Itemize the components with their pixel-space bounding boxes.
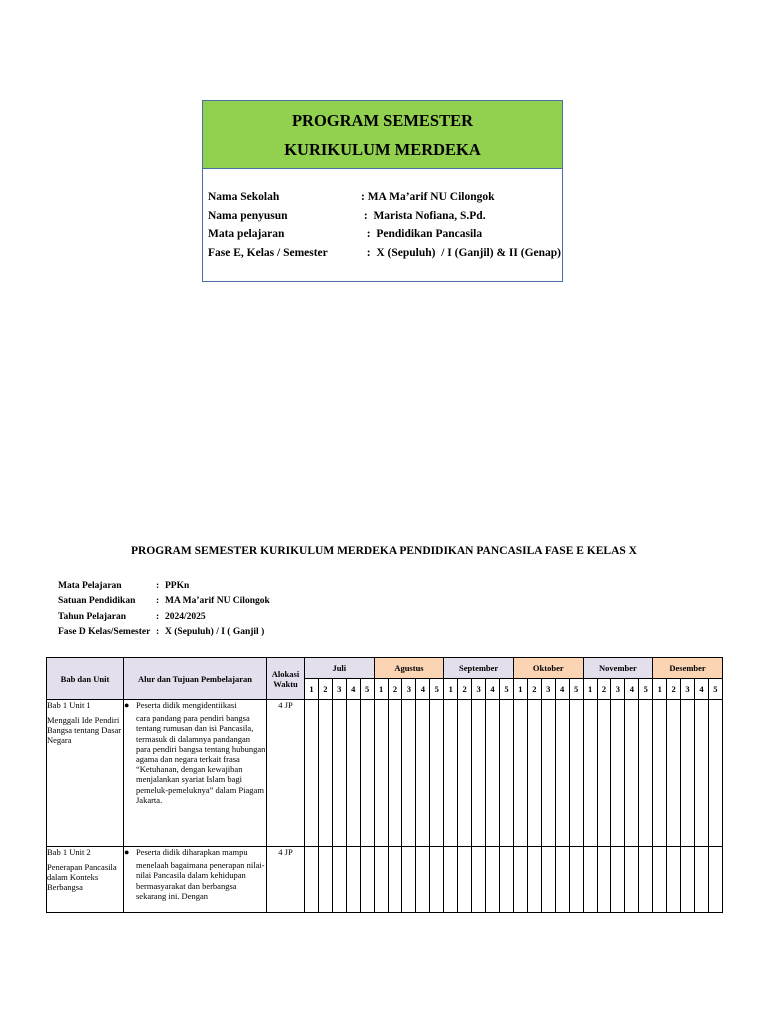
cover-value: : X (Sepuluh) / I (Ganjil) & II (Genap)	[361, 246, 561, 259]
week-cell	[305, 847, 319, 913]
week-cell	[332, 700, 346, 847]
header-row-months	[47, 658, 723, 679]
week-cell	[708, 847, 722, 913]
week-cell	[374, 700, 388, 847]
week-header: 5	[569, 679, 583, 700]
unit-title: Bab 1 Unit 2	[47, 847, 91, 857]
week-header: 3	[472, 679, 486, 700]
month-header-september: September	[444, 658, 514, 679]
meta-colon: :	[156, 580, 160, 591]
week-header: 2	[667, 679, 681, 700]
document-title: PROGRAM SEMESTER KURIKULUM MERDEKA PENDIDIKAN PANCASILA FASE E KELAS X	[131, 545, 637, 557]
week-cell	[402, 847, 416, 913]
cover-row-sekolah	[208, 188, 562, 207]
week-cell	[667, 700, 681, 847]
week-cell	[625, 700, 639, 847]
week-header: 5	[360, 679, 374, 700]
header-bab-unit: Bab dan Unit	[47, 658, 124, 700]
week-header: 1	[513, 679, 527, 700]
week-cell	[569, 700, 583, 847]
month-header-desember: Desember	[653, 658, 723, 679]
week-header: 3	[541, 679, 555, 700]
week-cell	[611, 847, 625, 913]
week-cell	[555, 700, 569, 847]
meta-label: Fase D Kelas/Semester	[58, 627, 151, 638]
cover-label: Fase E, Kelas / Semester	[208, 246, 328, 259]
week-header: 4	[555, 679, 569, 700]
meta-label: Satuan Pendidikan	[58, 596, 136, 607]
week-cell	[472, 847, 486, 913]
week-cell	[499, 847, 513, 913]
week-cell	[708, 700, 722, 847]
week-header: 1	[305, 679, 319, 700]
week-cell	[639, 700, 653, 847]
week-cell	[388, 700, 402, 847]
week-header: 4	[346, 679, 360, 700]
week-header: 2	[597, 679, 611, 700]
meta-info	[58, 578, 270, 640]
week-cell	[444, 847, 458, 913]
unit-cell	[47, 700, 124, 847]
tujuan-text-rest: menelaah bagaimana penerapan nilai-nilai Pancasila dalam kehidupan bermasyarakat dan berbangsa sekarang ini. Dengan	[136, 860, 265, 901]
unit-cell	[47, 847, 124, 913]
week-header: 1	[653, 679, 667, 700]
tujuan-text-rest: cara pandang para pendiri bangsa tentang rumusan dan isi Pancasila, termasuk di dalamnya pandangan para pendiri bangsa tentang hubungan agama dan negara terkait frasa “Ketuhanan, dengan kewajiban menjalankan syariat Islam bagi pemeluk-pemeluknya” dalam Piagam Jakarta.	[136, 713, 266, 805]
week-header: 2	[388, 679, 402, 700]
week-cell	[653, 700, 667, 847]
week-header: 5	[708, 679, 722, 700]
week-cell	[360, 847, 374, 913]
week-cell	[667, 847, 681, 913]
week-cell	[499, 700, 513, 847]
week-cell	[430, 847, 444, 913]
week-cell	[513, 700, 527, 847]
cover-row-mapel	[208, 225, 562, 244]
week-header: 2	[527, 679, 541, 700]
tujuan-bullet-item	[124, 700, 266, 805]
meta-colon: :	[156, 611, 160, 622]
week-cell	[346, 700, 360, 847]
week-cell	[486, 847, 500, 913]
week-header: 2	[318, 679, 332, 700]
week-cell	[541, 700, 555, 847]
cover-label: Mata pelajaran	[208, 228, 285, 241]
meta-row	[58, 594, 270, 610]
cover-title-line1: PROGRAM SEMESTER	[291, 111, 474, 130]
week-header: 5	[639, 679, 653, 700]
week-header: 1	[444, 679, 458, 700]
tujuan-bullet-item	[124, 847, 266, 901]
bullet-icon: ●	[124, 847, 130, 857]
unit-title: Bab 1 Unit 1	[47, 700, 91, 710]
week-cell	[318, 847, 332, 913]
week-cell	[527, 847, 541, 913]
meta-row	[58, 609, 270, 625]
meta-value: 2024/2025	[165, 611, 206, 622]
week-cell	[583, 847, 597, 913]
month-header-agustus: Agustus	[374, 658, 444, 679]
meta-colon: :	[156, 627, 160, 638]
cover-box	[202, 100, 563, 282]
alokasi-cell: 4 JP	[267, 700, 305, 847]
meta-colon: :	[156, 596, 160, 607]
header-alokasi-line2: Waktu	[273, 678, 298, 689]
week-header: 3	[332, 679, 346, 700]
week-cell	[305, 700, 319, 847]
unit-name: Penerapan Pancasila dalam Konteks Berbangsa	[47, 862, 117, 892]
week-cell	[653, 847, 667, 913]
week-header: 1	[583, 679, 597, 700]
cover-info	[203, 169, 562, 262]
week-cell	[430, 700, 444, 847]
program-semester-table	[46, 657, 723, 913]
week-header: 5	[499, 679, 513, 700]
cover-title-line2: KURIKULUM MERDEKA	[284, 140, 481, 159]
header-alokasi-line1: Alokasi	[271, 668, 300, 679]
week-cell	[625, 847, 639, 913]
header-alokasi-waktu	[267, 658, 305, 700]
month-header-november: November	[583, 658, 653, 679]
week-cell	[527, 700, 541, 847]
cover-row-penyusun	[208, 207, 562, 226]
tujuan-cell	[124, 847, 267, 913]
week-header: 3	[681, 679, 695, 700]
week-cell	[416, 700, 430, 847]
week-cell	[416, 847, 430, 913]
week-cell	[402, 700, 416, 847]
week-cell	[388, 847, 402, 913]
week-cell	[695, 847, 709, 913]
alokasi-cell: 4 JP	[267, 847, 305, 913]
meta-label: Mata Pelajaran	[58, 580, 122, 591]
week-cell	[597, 700, 611, 847]
tujuan-text-first: Peserta didik mengidentiikasi	[136, 700, 237, 710]
week-cell	[472, 700, 486, 847]
meta-row	[58, 578, 270, 594]
meta-value: MA Ma’arif NU Cilongok	[165, 596, 270, 607]
tujuan-cell	[124, 700, 267, 847]
meta-value: X (Sepuluh) / I ( Ganjil )	[165, 627, 265, 638]
bullet-icon: ●	[124, 700, 130, 710]
week-cell	[332, 847, 346, 913]
week-cell	[374, 847, 388, 913]
month-header-oktober: Oktober	[513, 658, 583, 679]
week-header: 1	[374, 679, 388, 700]
week-cell	[318, 700, 332, 847]
unit-name: Menggali Ide Pendiri Bangsa tentang Dasar Negara	[47, 715, 122, 745]
week-cell	[541, 847, 555, 913]
week-cell	[555, 847, 569, 913]
cover-value: : MA Ma’arif NU Cilongok	[361, 191, 495, 204]
week-cell	[639, 847, 653, 913]
week-header: 4	[625, 679, 639, 700]
week-header: 4	[486, 679, 500, 700]
week-header: 3	[611, 679, 625, 700]
week-cell	[695, 700, 709, 847]
cover-header	[203, 101, 562, 169]
week-cell	[458, 700, 472, 847]
table-row	[47, 847, 723, 913]
week-cell	[486, 700, 500, 847]
week-header: 4	[416, 679, 430, 700]
week-cell	[444, 700, 458, 847]
tujuan-text	[136, 847, 266, 901]
cover-row-fase	[208, 244, 562, 263]
meta-value: PPKn	[165, 580, 190, 591]
tujuan-text-first: Peserta didik diharapkan mampu	[136, 847, 248, 857]
header-alur-tujuan: Alur dan Tujuan Pembelajaran	[124, 658, 267, 700]
table-body	[47, 700, 723, 913]
week-cell	[346, 847, 360, 913]
week-cell	[458, 847, 472, 913]
cover-label: Nama penyusun	[208, 209, 288, 222]
week-cell	[681, 700, 695, 847]
table-row	[47, 700, 723, 847]
week-header: 4	[695, 679, 709, 700]
week-cell	[611, 700, 625, 847]
week-cell	[513, 847, 527, 913]
cover-value: : Pendidikan Pancasila	[361, 228, 483, 241]
week-cell	[569, 847, 583, 913]
week-header: 2	[458, 679, 472, 700]
cover-value: : Marista Nofiana, S.Pd.	[361, 209, 486, 222]
week-header: 3	[402, 679, 416, 700]
tujuan-text	[136, 700, 266, 805]
week-cell	[583, 700, 597, 847]
week-header: 5	[430, 679, 444, 700]
cover-label: Nama Sekolah	[208, 191, 280, 204]
meta-label: Tahun Pelajaran	[58, 611, 127, 622]
week-cell	[681, 847, 695, 913]
week-cell	[360, 700, 374, 847]
month-header-juli: Juli	[305, 658, 375, 679]
week-cell	[597, 847, 611, 913]
meta-row	[58, 625, 270, 641]
